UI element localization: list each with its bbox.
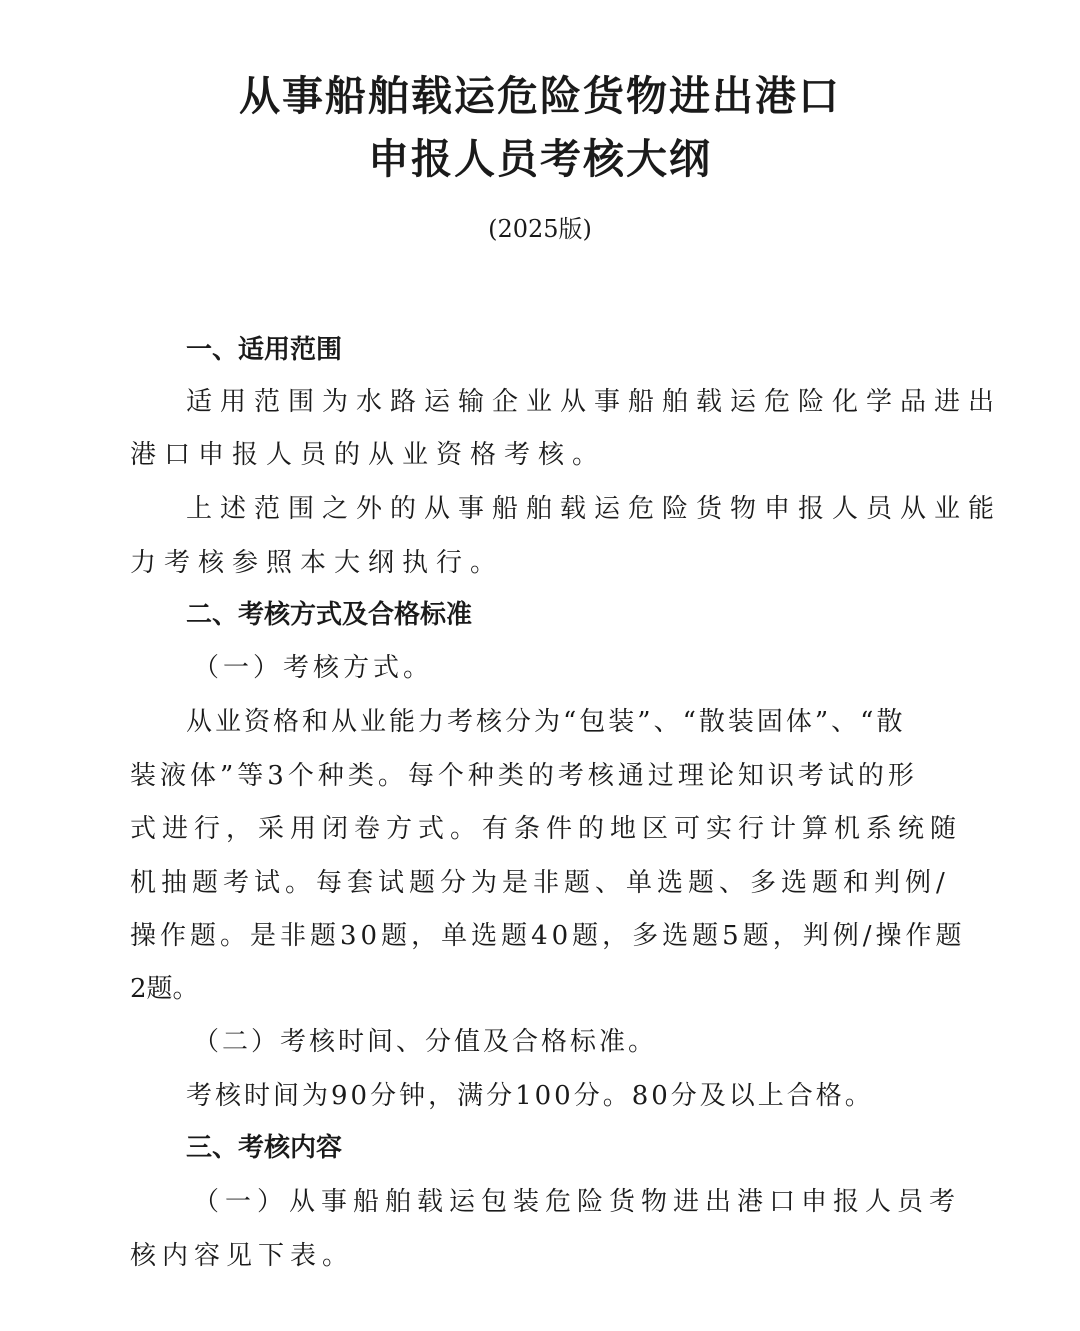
subheading-method: （一）考核方式。 bbox=[193, 653, 434, 683]
paragraph-line: 机抽题考试。每套试题分为是非题、单选题、多选题和判例/ bbox=[130, 868, 950, 898]
paragraph-line: 力考核参照本大纲执行。 bbox=[130, 548, 505, 578]
paragraph-line: 港口申报人员的从业资格考核。 bbox=[130, 440, 607, 470]
subheading-time-score: （二）考核时间、分值及合格标准。 bbox=[193, 1027, 658, 1057]
paragraph-line: 从业资格和从业能力考核分为“包装”、“散装固体”、“散 bbox=[186, 707, 906, 737]
paragraph-line: 考核时间为90分钟，满分100分。80分及以上合格。 bbox=[186, 1081, 874, 1111]
section-heading-method: 二、考核方式及合格标准 bbox=[186, 600, 473, 630]
section-heading-content: 三、考核内容 bbox=[186, 1133, 343, 1163]
paragraph-line: 装液体”等3个种类。每个种类的考核通过理论知识考试的形 bbox=[130, 761, 918, 791]
paragraph-line: 操作题。是非题30题，单选题40题，多选题5题，判例/操作题 bbox=[130, 921, 966, 951]
document-title-line-2: 申报人员考核大纲 bbox=[368, 135, 712, 183]
paragraph-line: 式进行，采用闭卷方式。有条件的地区可实行计算机系统随 bbox=[130, 814, 963, 844]
document-edition: (2025版) bbox=[488, 215, 592, 243]
paragraph-line: 2题。 bbox=[130, 974, 199, 1004]
document-title-line-1: 从事船舶载运危险货物进出港口 bbox=[239, 72, 841, 120]
paragraph-line: 核内容见下表。 bbox=[130, 1241, 355, 1271]
paragraph-line: （一）从事船舶载运包装危险货物进出港口申报人员考 bbox=[193, 1187, 962, 1217]
paragraph-line: 上述范围之外的从事船舶载运危险货物申报人员从业能 bbox=[186, 494, 1003, 524]
paragraph-line: 适用范围为水路运输企业从事船舶载运危险化学品进出 bbox=[186, 387, 1003, 417]
section-heading-scope: 一、适用范围 bbox=[186, 335, 343, 365]
